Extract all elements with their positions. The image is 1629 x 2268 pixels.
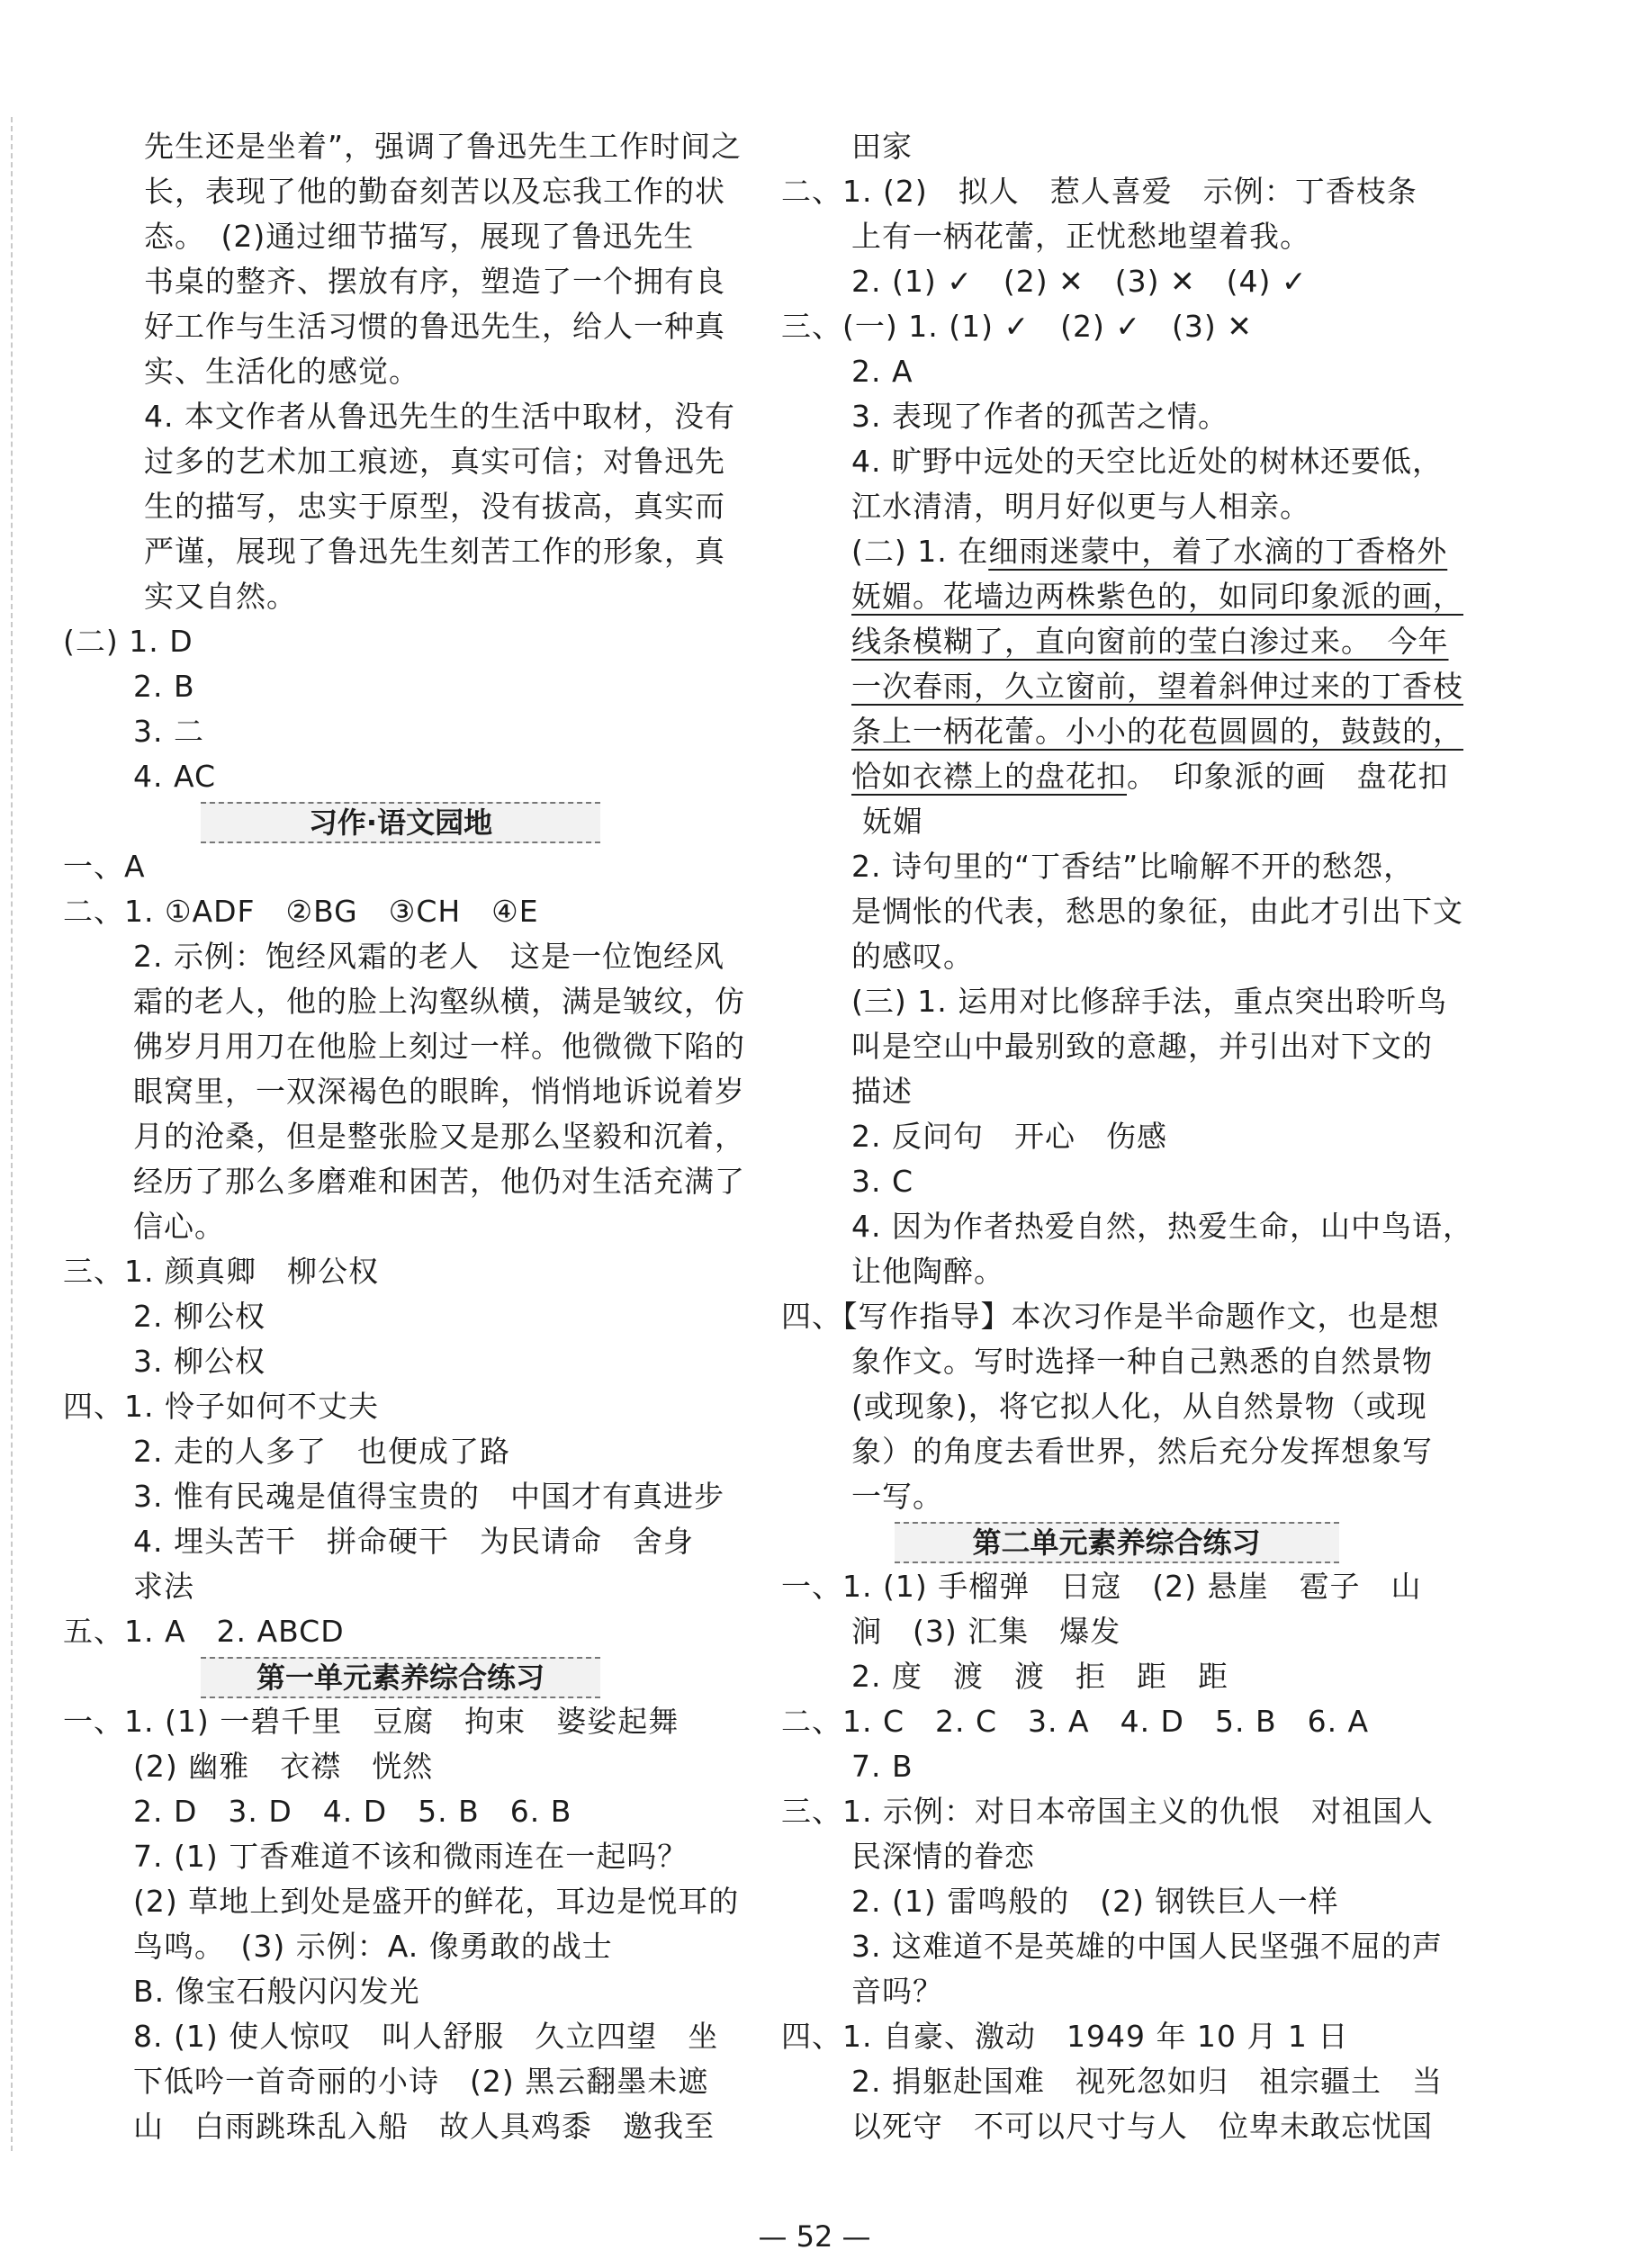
answer-line: 过多的艺术加工痕迹，真实可信；对鲁迅先 <box>144 444 725 479</box>
answer-line: 4. 旷野中远处的天空比近处的树林还要低， <box>851 444 1443 479</box>
page-number: — 52 — <box>758 2219 871 2254</box>
answer-line: (二) 1. D <box>63 624 194 659</box>
answer-line <box>781 529 1452 574</box>
answer-line: 2. 走的人多了 也便成了路 <box>133 1434 510 1469</box>
answer-line: 三、(一) 1. (1) ✓ (2) ✓ (3) ✕ <box>781 309 1253 344</box>
answer-line: (三) 1. 运用对比修辞手法，重点突出聆听鸟 <box>851 984 1448 1019</box>
answer-line: 一、A <box>63 849 146 884</box>
answer-line: 实、生活化的感觉。 <box>144 354 419 389</box>
answer-line: 7. B <box>851 1749 914 1784</box>
answer-line: 二、1. C 2. C 3. A 4. D 5. B 6. A <box>781 1704 1370 1739</box>
answer-line: 2. 诗句里的“丁香结”比喻解不开的愁怨， <box>851 849 1415 884</box>
answer-line: 五、1. A 2. ABCD <box>63 1614 345 1649</box>
answer-line: 月的沧桑，但是整张脸又是那么坚毅和沉着， <box>133 1119 745 1154</box>
binding-margin-line <box>11 117 13 2151</box>
answer-line: 鸟鸣。 (3) 示例：A. 像勇敢的战士 <box>133 1929 613 1964</box>
answer-line: 4. 本文作者从鲁迅先生的生活中取材，没有 <box>144 399 735 434</box>
answer-line <box>781 574 1463 619</box>
answer-line: (2) 草地上到处是盛开的鲜花，耳边是悦耳的 <box>133 1884 740 1919</box>
answer-line: 一、1. (1) 一碧千里 豆腐 拘束 婆娑起舞 <box>63 1704 680 1739</box>
section-heading <box>781 1519 1452 1564</box>
answer-line: 4. 因为作者热爱自然，热爱生命，山中鸟语， <box>851 1209 1473 1244</box>
answer-line <box>781 709 1463 754</box>
answer-line: 4. AC <box>133 759 217 794</box>
answer-line: 三、1. 示例：对日本帝国主义的仇恨 对祖国人 <box>781 1794 1434 1829</box>
answer-line: 象）的角度去看世界，然后充分发挥想象写 <box>851 1434 1433 1469</box>
answer-line: 态。 (2)通过细节描写，展现了鲁迅先生 <box>144 219 695 254</box>
answer-line: 是惆怅的代表，愁思的象征，由此才引出下文 <box>851 894 1463 929</box>
answer-line: 涧 (3) 汇集 爆发 <box>851 1614 1121 1649</box>
section-heading <box>63 1654 738 1699</box>
answer-line: 以死守 不可以尺寸与人 位卑未敢忘忧国 <box>851 2109 1433 2144</box>
answer-line: 先生还是坐着”，强调了鲁迅先生工作时间之 <box>144 129 742 164</box>
section-heading-title: 习作·语文园地 <box>201 802 600 843</box>
answer-line <box>781 754 1452 799</box>
answer-line: 2. B <box>133 669 195 704</box>
answer-line: 江水清清，明月好似更与人相亲。 <box>851 489 1310 524</box>
answer-line: 求法 <box>133 1569 194 1604</box>
underlined-text: 一次春雨，久立窗前，望着斜伸过来的丁香枝 <box>851 669 1463 704</box>
answer-line: 山 白雨跳珠乱入船 故人具鸡黍 邀我至 <box>133 2109 715 2144</box>
section-heading-title: 第一单元素养综合练习 <box>201 1657 600 1698</box>
answer-line: 让他陶醉。 <box>851 1254 1004 1289</box>
answer-line: 下低吟一首奇丽的小诗 (2) 黑云翻墨未遮 <box>133 2064 709 2099</box>
answer-line: 妩媚 <box>862 804 923 839</box>
underlined-text: 妩媚。花墙边两株紫色的，如同印象派的画， <box>851 579 1463 614</box>
underlined-text: 线条模糊了，直向窗前的莹白渗过来。 今年 <box>851 624 1449 659</box>
answer-line: 好工作与生活习惯的鲁迅先生，给人一种真 <box>144 309 725 344</box>
answer-line: 长，表现了他的勤奋刻苦以及忘我工作的状 <box>144 174 725 209</box>
right-column <box>781 124 1473 2149</box>
answer-line: 3. C <box>851 1164 914 1199</box>
answer-line: 三、1. 颜真卿 柳公权 <box>63 1254 379 1289</box>
answer-line: B. 像宝石般闪闪发光 <box>133 1974 420 2009</box>
answer-line: 二、1. (2) 拟人 惹人喜爱 示例：丁香枝条 <box>781 174 1418 209</box>
answer-line: 民深情的眷恋 <box>851 1839 1035 1874</box>
answer-line: 7. (1) 丁香难道不该和微雨连在一起吗？ <box>133 1839 688 1874</box>
answer-line <box>781 619 1452 664</box>
answer-line: 的感叹。 <box>851 939 974 974</box>
answer-line: 2. 度 渡 渡 拒 距 距 <box>851 1659 1228 1694</box>
underlined-text: 条上一柄花蕾。小小的花苞圆圆的，鼓鼓的， <box>851 714 1463 749</box>
answer-line: 2. 示例：饱经风霜的老人 这是一位饱经风 <box>133 939 724 974</box>
answer-line: 8. (1) 使人惊叹 叫人舒服 久立四望 坐 <box>133 2019 719 2054</box>
answer-line: 2. D 3. D 4. D 5. B 6. B <box>133 1794 572 1829</box>
answer-line: 上有一柄花蕾，正忧愁地望着我。 <box>851 219 1310 254</box>
underlined-text: 恰如衣襟上的盘花扣 <box>851 759 1127 794</box>
answer-line: 一写。 <box>851 1479 943 1514</box>
answer-line: 眼窝里，一双深褐色的眼眸，悄悄地诉说着岁 <box>133 1074 745 1109</box>
answer-line: 2. (1) 雷鸣般的 (2) 钢铁巨人一样 <box>851 1884 1339 1919</box>
answer-line: 3. 柳公权 <box>133 1344 266 1379</box>
answer-line: 四、1. 怜子如何不丈夫 <box>63 1389 379 1424</box>
answer-line: 3. 这难道不是英雄的中国人民坚强不屈的声 <box>851 1929 1443 1964</box>
answer-line: 佛岁月用刀在他脸上刻过一样。他微微下陷的 <box>133 1029 745 1064</box>
answer-line: 4. 埋头苦干 拼命硬干 为民请命 舍身 <box>133 1524 694 1559</box>
left-column <box>63 124 745 2149</box>
answer-line: 信心。 <box>133 1209 225 1244</box>
answer-line: (2) 幽雅 衣襟 恍然 <box>133 1749 434 1784</box>
answer-line: 2. 反问句 开心 伤感 <box>851 1119 1167 1154</box>
answer-line: 四、1. 自豪、激动 1949 年 10 月 1 日 <box>781 2019 1349 2054</box>
answer-line: 2. 柳公权 <box>133 1299 266 1334</box>
answer-line: 3. 二 <box>133 714 204 749</box>
answer-line: 3. 表现了作者的孤苦之情。 <box>851 399 1228 434</box>
answer-line: 2. 捐躯赴国难 视死忽如归 祖宗疆土 当 <box>851 2064 1443 2099</box>
answer-line: (或现象)，将它拟人化，从自然景物（或现 <box>851 1389 1427 1424</box>
answer-line: 一、1. (1) 手榴弹 日寇 (2) 悬崖 雹子 山 <box>781 1569 1422 1604</box>
answer-line: 生的描写，忠实于原型，没有拔高，真实而 <box>144 489 725 524</box>
partly-underlined-text: 恰如衣襟上的盘花扣。 印象派的画 盘花扣 <box>851 759 1449 794</box>
answer-line: 象作文。写时选择一种自己熟悉的自然景物 <box>851 1344 1433 1379</box>
answer-line <box>781 664 1463 709</box>
answer-line: 二、1. ①ADF ②BG ③CH ④E <box>63 894 539 929</box>
underlined-text: 细雨迷蒙中，着了水滴的丁香格外 <box>988 534 1448 569</box>
answer-line: 叫是空山中最别致的意趣，并引出对下文的 <box>851 1029 1433 1064</box>
section-heading <box>63 799 738 844</box>
answer-line: 2. (1) ✓ (2) ✕ (3) ✕ (4) ✓ <box>851 264 1308 299</box>
partly-underlined-text: (二) 1. 在细雨迷蒙中，着了水滴的丁香格外 <box>851 534 1448 569</box>
answer-line: 书桌的整齐、摆放有序，塑造了一个拥有良 <box>144 264 725 299</box>
answer-line: 田家 <box>851 129 913 164</box>
answer-line: 2. A <box>851 354 914 389</box>
answer-line: 实又自然。 <box>144 579 297 614</box>
answer-line: 严谨，展现了鲁迅先生刻苦工作的形象，真 <box>144 534 725 569</box>
answer-line: 描述 <box>851 1074 913 1109</box>
answer-line: 经历了那么多磨难和困苦，他仍对生活充满了 <box>133 1164 745 1199</box>
answer-line: 音吗？ <box>851 1974 943 2009</box>
answer-line: 四、【写作指导】本次习作是半命题作文，也是想 <box>781 1299 1440 1334</box>
section-heading-title: 第二单元素养综合练习 <box>895 1522 1339 1563</box>
answer-line: 3. 惟有民魂是值得宝贵的 中国才有真进步 <box>133 1479 724 1514</box>
answer-line: 霜的老人，他的脸上沟壑纵横，满是皱纹，仿 <box>133 984 745 1019</box>
